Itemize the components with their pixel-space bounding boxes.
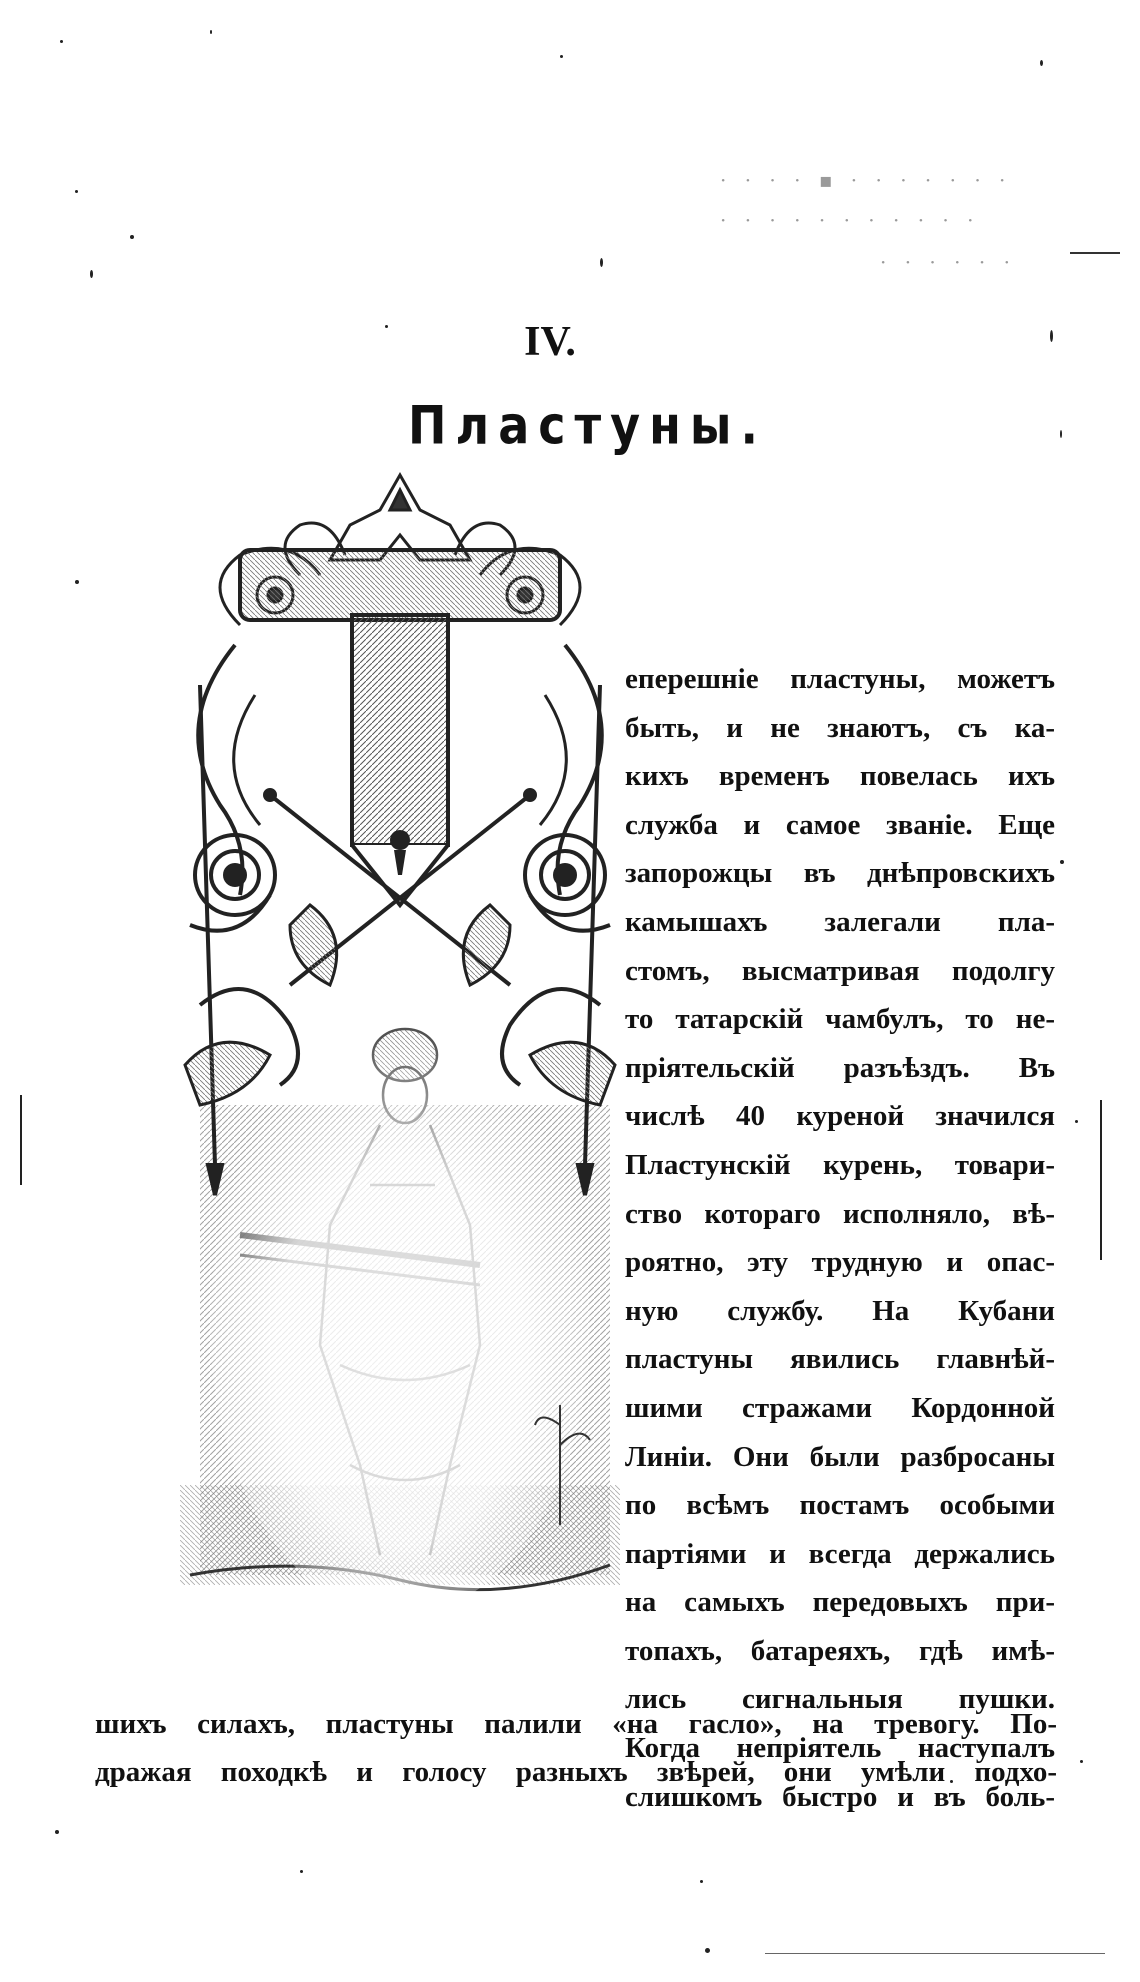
text-line: кихъ временъ повелась ихъ: [625, 760, 1055, 793]
text-line: пластуны явились главнѣй-: [625, 1343, 1055, 1376]
text-line: шихъ силахъ, пластуны палили «на гасло», на тревогу. По-: [95, 1708, 1057, 1740]
edge-mark: [1070, 252, 1120, 254]
edge-mark: [765, 1953, 1105, 1954]
paragraph-full-width: [95, 1700, 1057, 1796]
text-line: еперешніе пластуны, можетъ: [625, 663, 1055, 695]
text-line: Линіи. Они были разбросаны: [625, 1440, 1055, 1473]
text-line: слишкомъ быстро и въ боль-: [625, 1780, 1055, 1813]
text-line: быть, и не знаютъ, съ ка-: [625, 711, 1055, 744]
text-line: то татарскій чамбулъ, то не-: [625, 1003, 1055, 1036]
text-line: по всѣмъ постамъ особыми: [625, 1489, 1055, 1522]
text-line: Пластунскій курень, товари-: [625, 1148, 1055, 1181]
bleed-through-text: · · · · ▪ · · · · · · ·: [720, 168, 1012, 192]
chapter-number: IV.: [524, 319, 576, 365]
text-line: на самыхъ передовыхъ при-: [625, 1586, 1055, 1619]
bleed-through-text: · · · · · · · · · · ·: [720, 208, 980, 232]
text-line: топахъ, батареяхъ, гдѣ имѣ-: [625, 1634, 1055, 1667]
text-line: камышахъ залегали пла-: [625, 905, 1055, 938]
chapter-title: Пластуны.: [408, 393, 767, 457]
text-line: числѣ 40 куреной значился: [625, 1100, 1055, 1133]
text-line: лись сигнальныя пушки.: [625, 1683, 1055, 1716]
text-line: запорожцы въ днѣпровскихъ: [625, 857, 1055, 890]
bleed-through-text: · · · · · ·: [880, 250, 1016, 274]
text-line: ство котораго исполняло, вѣ-: [625, 1197, 1055, 1230]
text-line: стомъ, высматривая подолгу: [625, 954, 1055, 987]
text-line: партіями и всегда держались: [625, 1537, 1055, 1570]
text-line: шими стражами Кордонной: [625, 1391, 1055, 1424]
text-line: роятно, эту трудную и опас-: [625, 1246, 1055, 1279]
ornamental-drop-cap-illustration: [180, 465, 620, 1660]
text-line: пріятельскій разъѣздъ. Въ: [625, 1051, 1055, 1084]
text-line: ную службу. На Кубани: [625, 1294, 1055, 1327]
text-line: дражая походкѣ и голосу разныхъ звѣрей, они умѣли подхо-: [95, 1756, 1057, 1788]
text-line: Когда непріятель наступалъ: [625, 1732, 1055, 1765]
text-line: служба и самое званіе. Еще: [625, 808, 1055, 841]
letter-t-drop-cap: [240, 550, 560, 905]
paragraph-wrapped-column: [625, 655, 1055, 1821]
